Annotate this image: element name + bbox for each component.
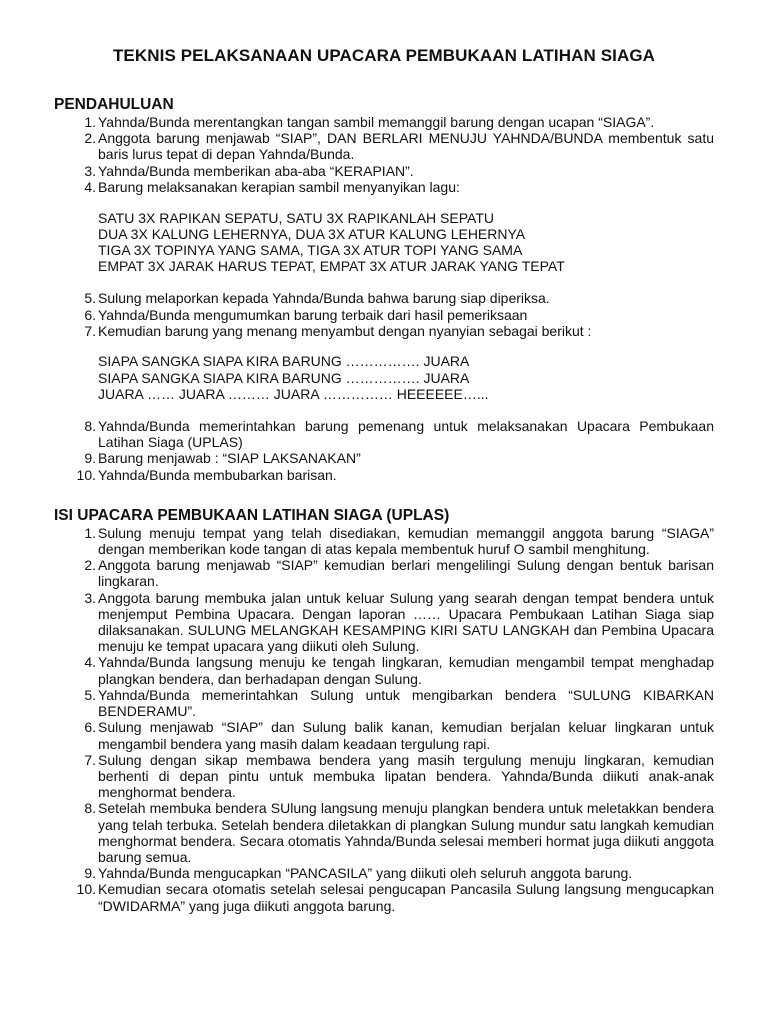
- song-line: TIGA 3X TOPINYA YANG SAMA, TIGA 3X ATUR TOPI YANG SAMA: [98, 241, 523, 258]
- song-line: SIAPA SANGKA SIAPA KIRA BARUNG ……………. JUARA: [98, 353, 470, 370]
- list-item-number: 8.: [84, 800, 96, 817]
- song-line: SIAPA SANGKA SIAPA KIRA BARUNG ……………. JUARA: [98, 369, 470, 386]
- isi-upacara-list: [54, 525, 714, 914]
- list-item-number: 9.: [84, 450, 96, 467]
- list-item-number: 6.: [84, 306, 96, 323]
- list-item-number: 1.: [84, 114, 96, 130]
- list-item-text: Yahnda/Bunda memerintahkan barung pemenang untuk melaksanakan Upacara Pembukaan Latihan Siaga (UPLAS): [98, 418, 714, 451]
- list-item-text: Sulung menuju tempat yang telah disediakan, kemudian memanggil anggota barung “SIAGA” dengan memberikan kode tangan di atas kepala membentuk huruf O sambil menghitung.: [98, 524, 714, 558]
- song-line: EMPAT 3X JARAK HARUS TEPAT, EMPAT 3X ATUR JARAK YANG TEPAT: [98, 258, 565, 275]
- list-item-text: Yahnda/Bunda mengucapkan “PANCASILA” yang diikuti oleh seluruh anggota barung.: [98, 865, 633, 882]
- list-item-number: 7.: [84, 751, 96, 768]
- list-item-number: 5.: [84, 290, 96, 307]
- list-item-number: 8.: [84, 418, 96, 435]
- list-item: [54, 590, 714, 655]
- list-item: [54, 323, 714, 339]
- list-item: [54, 800, 714, 865]
- list-item-text: Sulung dengan sikap membawa bendera yang masih tergulung menuju lingkaran, kemudian berhenti di depan pintu untuk membuka lipatan bendera. Yahnda/Bunda diikuti anak-anak menghormat bendera.: [98, 751, 714, 801]
- list-item-text: Barung menjawab : “SIAP LAKSANAKAN”: [98, 450, 361, 467]
- list-item-number: 10.: [76, 466, 96, 483]
- song-line: SATU 3X RAPIKAN SEPATU, SATU 3X RAPIKANLAH SEPATU: [98, 209, 494, 226]
- list-item: [54, 467, 714, 483]
- song-line: DUA 3X KALUNG LEHERNYA, DUA 3X ATUR KALUNG LEHERNYA: [98, 225, 526, 242]
- list-item: [54, 290, 714, 306]
- list-item: [54, 881, 714, 913]
- list-item: [54, 450, 714, 466]
- list-item: [54, 130, 714, 162]
- list-item-number: 2.: [84, 557, 96, 574]
- section-heading-isi-upacara: ISI UPACARA PEMBUKAAN LATIHAN SIAGA (UPLAS): [54, 506, 450, 524]
- list-item-text: Yahnda/Bunda mengumumkan barung terbaik dari hasil pemeriksaan: [98, 306, 528, 323]
- list-item: [54, 719, 714, 751]
- list-item: [54, 654, 714, 686]
- list-item-text: Sulung menjawab “SIAP” dan Sulung balik kanan, kemudian berjalan keluar lingkaran untuk mengambil bendera yang masih dalam keadaan tergulung rapi.: [98, 719, 714, 752]
- document-title: TEKNIS PELAKSANAAN UPACARA PEMBUKAAN LATIHAN SIAGA: [112, 46, 656, 65]
- pendahuluan-list-a: [54, 114, 714, 195]
- list-item-text: Kemudian secara otomatis setelah selesai pengucapan Pancasila Sulung langsung mengucapkan “DWIDARMA” yang juga diikuti anggota barung.: [98, 881, 714, 914]
- list-item-text: Yahnda/Bunda memerintahkan Sulung untuk mengibarkan bendera “SULUNG KIBARKAN BENDERAMU”.: [98, 686, 714, 720]
- list-item: [54, 865, 714, 881]
- list-item-number: 3.: [84, 162, 96, 179]
- list-item-text: Sulung melaporkan kepada Yahnda/Bunda bahwa barung siap diperiksa.: [98, 290, 550, 307]
- list-item-text: Barung melaksanakan kerapian sambil menyanyikan lagu:: [98, 178, 460, 195]
- list-item-number: 2.: [84, 130, 96, 147]
- song-line: JUARA …… JUARA ……… JUARA …………… HEEEEEE…...: [98, 385, 489, 402]
- list-item-number: 10.: [76, 881, 96, 898]
- list-item-text: Anggota barung menjawab “SIAP”, DAN BERLARI MENUJU YAHNDA/BUNDA membentuk satu baris lurus tepat di depan Yahnda/Bunda.: [98, 130, 714, 163]
- list-item-text: Yahnda/Bunda membubarkan barisan.: [98, 466, 337, 483]
- list-item: [54, 179, 714, 195]
- list-item: [54, 418, 714, 450]
- list-item-number: 3.: [84, 589, 96, 606]
- list-item: [54, 687, 714, 719]
- list-item: [54, 557, 714, 589]
- list-item-number: 5.: [84, 686, 96, 703]
- list-item-text: Anggota barung membuka jalan untuk keluar Sulung yang searah dengan tempat bendera untuk menjemput Pembina Upacara. Dengan laporan …… Upacara Pembukaan Latihan Siaga siap dilaksanakan. SULUNG MELANGKAH KESAMPING KIRI SATU LANGKAH dan Pembina Upacara menuju ke tempat upacara yang diikuti oleh Sulung.: [98, 589, 714, 655]
- song-lyrics-kerapian: [98, 210, 714, 275]
- list-item: [54, 752, 714, 801]
- list-item: [54, 163, 714, 179]
- list-item: [54, 114, 714, 130]
- list-item-number: 7.: [84, 322, 96, 339]
- list-item: [54, 307, 714, 323]
- pendahuluan-list-c: [54, 418, 714, 483]
- list-item-text: Yahnda/Bunda langsung menuju ke tengah lingkaran, kemudian mengambil tempat menghadap plangkan bendera, dan berhadapan dengan Sulung.: [98, 654, 714, 687]
- list-item-number: 6.: [84, 719, 96, 736]
- list-item-number: 4.: [84, 654, 96, 671]
- list-item-text: Kemudian barung yang menang menyambut dengan nyanyian sebagai berikut :: [98, 322, 592, 339]
- list-item: [54, 525, 714, 557]
- list-item-text: Anggota barung menjawab “SIAP” kemudian berlari mengelilingi Sulung dengan bentuk barisan lingkaran.: [98, 557, 714, 590]
- pendahuluan-list-b: [54, 290, 714, 339]
- list-item-text: Setelah membuka bendera SUlung langsung menuju plangkan bendera untuk meletakkan bendera yang telah terbuka. Setelah bendera diletakkan di plangkan Sulung mundur satu langkah kemudian menghormat bendera. Secara otomatis Yahnda/Bunda selesai memberi hormat juga diikuti anggota barung semua.: [98, 800, 714, 865]
- list-item-number: 4.: [84, 178, 96, 195]
- song-lyrics-juara: [98, 353, 714, 402]
- list-item-text: Yahnda/Bunda memberikan aba-aba “KERAPIAN”.: [98, 162, 414, 179]
- list-item-number: 1.: [84, 524, 96, 541]
- section-heading-pendahuluan: PENDAHULUAN: [54, 96, 174, 113]
- list-item-text: Yahnda/Bunda merentangkan tangan sambil memanggil barung dengan ucapan “SIAGA”.: [98, 114, 655, 130]
- list-item-number: 9.: [84, 865, 96, 882]
